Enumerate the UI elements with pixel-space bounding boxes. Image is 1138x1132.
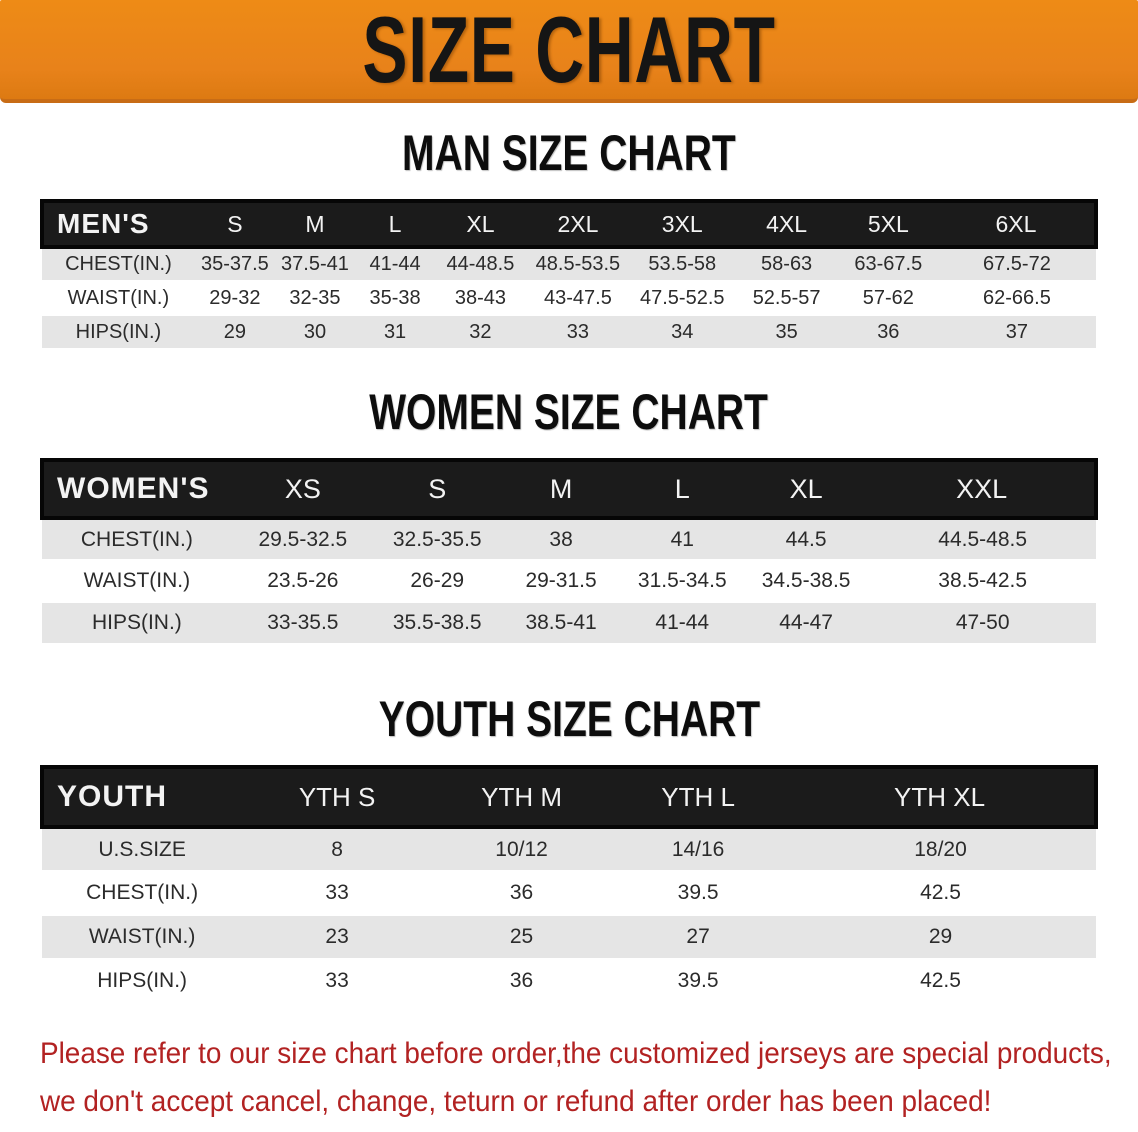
size-column-header: XL: [435, 201, 526, 247]
size-value: 33: [242, 871, 432, 915]
size-value: 47.5-52.5: [630, 281, 734, 315]
size-value: 34.5-38.5: [743, 560, 869, 602]
size-value: 62-66.5: [938, 281, 1096, 315]
size-value: 33-35.5: [232, 602, 374, 644]
size-value: 36: [432, 871, 611, 915]
size-value: 35: [734, 315, 838, 349]
size-column-header: 3XL: [630, 201, 734, 247]
size-column-header: M: [275, 201, 355, 247]
measurement-row: [42, 247, 1096, 281]
size-value: 35-38: [355, 281, 435, 315]
size-column-header: 6XL: [938, 201, 1096, 247]
measurement-row: [42, 281, 1096, 315]
size-value: 44.5-48.5: [869, 518, 1096, 560]
row-label: CHEST(IN.): [42, 871, 242, 915]
size-value: 35.5-38.5: [374, 602, 500, 644]
men-section-heading-text: MAN SIZE CHART: [402, 125, 736, 181]
disclaimer-line-1: Please refer to our size chart before order,the customized jerseys are special products,: [40, 1037, 1112, 1070]
row-label: WAIST(IN.): [42, 915, 242, 959]
size-value: 42.5: [785, 871, 1096, 915]
men-section-heading: [0, 125, 1138, 181]
size-value: 38-43: [435, 281, 526, 315]
size-column-header: M: [500, 460, 621, 518]
row-label: HIPS(IN.): [42, 315, 195, 349]
size-value: 38: [500, 518, 621, 560]
table-body: [42, 247, 1096, 349]
size-value: 14/16: [611, 827, 785, 871]
disclaimer-note: [40, 1030, 1112, 1126]
size-value: 52.5-57: [734, 281, 838, 315]
women-section-heading: [0, 384, 1138, 440]
table-head: [42, 767, 1096, 827]
size-value: 41: [622, 518, 743, 560]
size-column-header: 4XL: [734, 201, 838, 247]
size-value: 47-50: [869, 602, 1096, 644]
size-value: 23.5-26: [232, 560, 374, 602]
size-value: 32.5-35.5: [374, 518, 500, 560]
women-section-heading-text: WOMEN SIZE CHART: [369, 384, 769, 440]
size-column-header: YTH M: [432, 767, 611, 827]
size-value: 8: [242, 827, 432, 871]
table-body: [42, 827, 1096, 1003]
size-value: 32: [435, 315, 526, 349]
size-column-header: YTH L: [611, 767, 785, 827]
table-title-cell: YOUTH: [42, 767, 242, 827]
measurement-row: [42, 602, 1096, 644]
size-value: 38.5-42.5: [869, 560, 1096, 602]
size-value: 67.5-72: [938, 247, 1096, 281]
women-size-table: [40, 458, 1098, 645]
row-label: WAIST(IN.): [42, 560, 232, 602]
measurement-row: [42, 915, 1096, 959]
size-column-header: 5XL: [839, 201, 938, 247]
table-header-row: [42, 767, 1096, 827]
size-column-header: L: [622, 460, 743, 518]
measurement-row: [42, 871, 1096, 915]
size-value: 29-32: [195, 281, 275, 315]
row-label: WAIST(IN.): [42, 281, 195, 315]
size-column-header: XS: [232, 460, 374, 518]
youth-section-heading: [0, 691, 1138, 747]
size-value: 25: [432, 915, 611, 959]
size-value: 63-67.5: [839, 247, 938, 281]
size-value: 53.5-58: [630, 247, 734, 281]
size-value: 23: [242, 915, 432, 959]
size-value: 39.5: [611, 959, 785, 1003]
size-value: 36: [839, 315, 938, 349]
size-column-header: XXL: [869, 460, 1096, 518]
men-size-table: [40, 199, 1098, 350]
size-value: 31.5-34.5: [622, 560, 743, 602]
size-value: 44-47: [743, 602, 869, 644]
size-value: 37.5-41: [275, 247, 355, 281]
size-value: 29: [785, 915, 1096, 959]
men-size-section: [0, 125, 1138, 350]
size-value: 27: [611, 915, 785, 959]
disclaimer-line-2: we don't accept cancel, change, teturn or refund after order has been placed!: [40, 1085, 992, 1118]
size-value: 32-35: [275, 281, 355, 315]
size-value: 29-31.5: [500, 560, 621, 602]
banner-title: SIZE CHART: [362, 0, 776, 102]
size-column-header: YTH XL: [785, 767, 1096, 827]
measurement-row: [42, 560, 1096, 602]
row-label: HIPS(IN.): [42, 602, 232, 644]
size-column-header: 2XL: [526, 201, 630, 247]
measurement-row: [42, 959, 1096, 1003]
measurement-row: [42, 827, 1096, 871]
size-value: 44.5: [743, 518, 869, 560]
table-body: [42, 518, 1096, 644]
size-value: 41-44: [622, 602, 743, 644]
size-value: 57-62: [839, 281, 938, 315]
row-label: U.S.SIZE: [42, 827, 242, 871]
table-head: [42, 201, 1096, 247]
table-header-row: [42, 460, 1096, 518]
row-label: CHEST(IN.): [42, 247, 195, 281]
size-value: 10/12: [432, 827, 611, 871]
size-value: 26-29: [374, 560, 500, 602]
size-value: 48.5-53.5: [526, 247, 630, 281]
size-value: 31: [355, 315, 435, 349]
size-column-header: S: [195, 201, 275, 247]
size-column-header: S: [374, 460, 500, 518]
size-value: 29: [195, 315, 275, 349]
size-value: 30: [275, 315, 355, 349]
youth-size-section: [0, 691, 1138, 1004]
row-label: CHEST(IN.): [42, 518, 232, 560]
size-value: 39.5: [611, 871, 785, 915]
size-value: 33: [526, 315, 630, 349]
size-value: 37: [938, 315, 1096, 349]
size-value: 36: [432, 959, 611, 1003]
measurement-row: [42, 315, 1096, 349]
measurement-row: [42, 518, 1096, 560]
size-value: 38.5-41: [500, 602, 621, 644]
size-value: 34: [630, 315, 734, 349]
size-value: 44-48.5: [435, 247, 526, 281]
size-value: 43-47.5: [526, 281, 630, 315]
size-column-header: XL: [743, 460, 869, 518]
table-head: [42, 460, 1096, 518]
size-value: 42.5: [785, 959, 1096, 1003]
size-value: 58-63: [734, 247, 838, 281]
size-value: 33: [242, 959, 432, 1003]
table-header-row: [42, 201, 1096, 247]
size-value: 18/20: [785, 827, 1096, 871]
youth-size-table: [40, 765, 1098, 1004]
table-title-cell: MEN'S: [42, 201, 195, 247]
size-value: 41-44: [355, 247, 435, 281]
size-chart-banner: [0, 0, 1138, 103]
youth-section-heading-text: YOUTH SIZE CHART: [378, 691, 760, 747]
size-column-header: L: [355, 201, 435, 247]
size-column-header: YTH S: [242, 767, 432, 827]
row-label: HIPS(IN.): [42, 959, 242, 1003]
size-value: 35-37.5: [195, 247, 275, 281]
women-size-section: [0, 384, 1138, 645]
table-title-cell: WOMEN'S: [42, 460, 232, 518]
size-value: 29.5-32.5: [232, 518, 374, 560]
